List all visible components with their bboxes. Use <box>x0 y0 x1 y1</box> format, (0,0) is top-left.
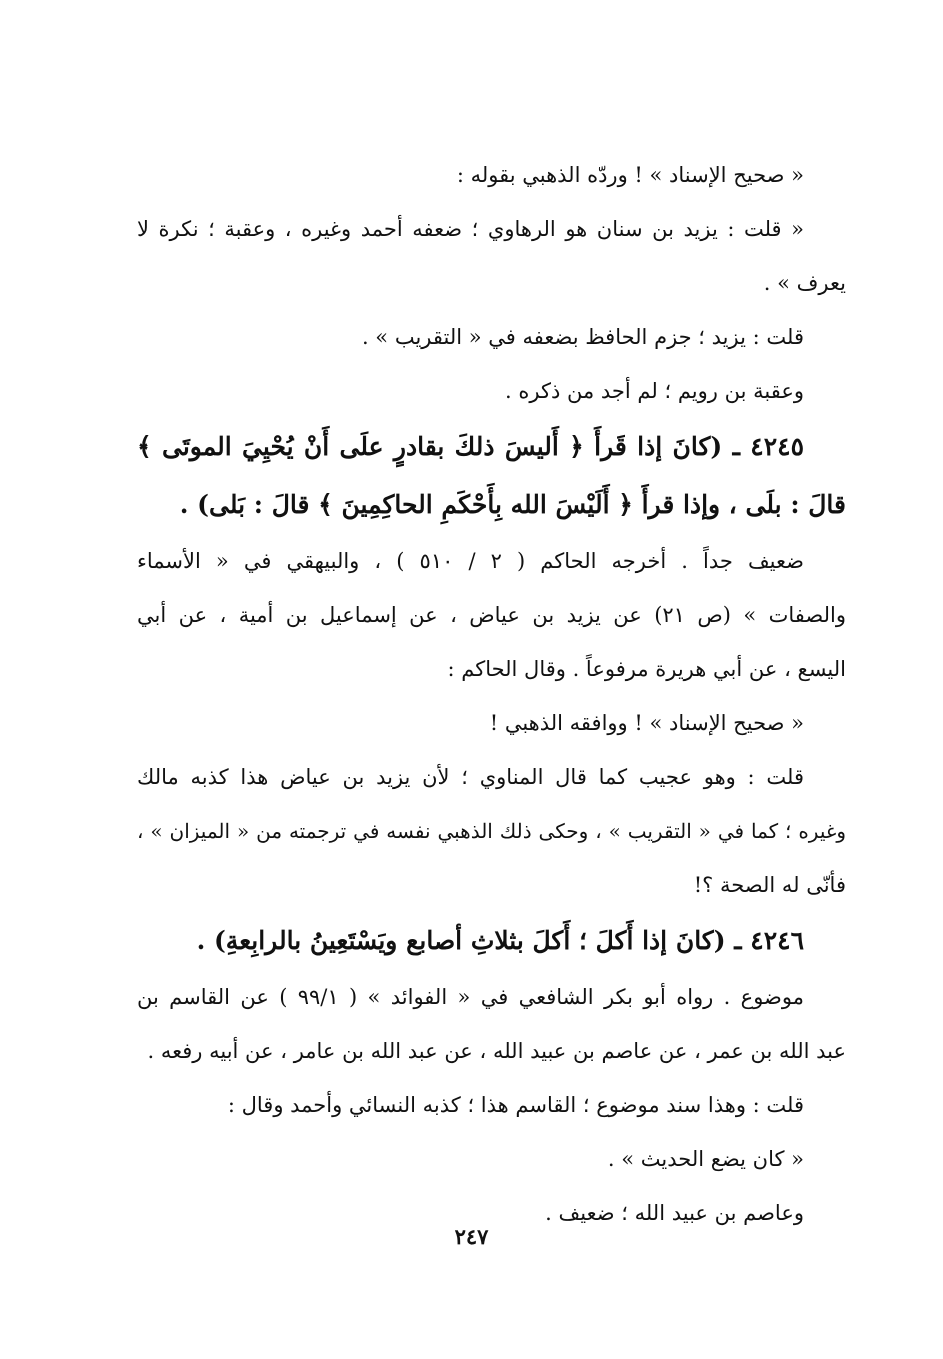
hadith-heading: ٤٢٤٥ ـ (كانَ إذا قَرأَ ﴿ أَليسَ ذلكَ بقادرٍ علَى أَنْ يُحْيِيَ الموتَى ﴾ <box>137 432 804 461</box>
text-line: قلت : يزيد ؛ جزم الحافظ بضعفه في « التقريب » . <box>361 325 804 349</box>
text-line: ضعيف جداً . أخرجه الحاكم ( ٢ / ٥١٠ ) ، والبيهقي في « الأسماء <box>137 549 804 573</box>
text-line: وغيره ؛ كما في « التقريب » ، وحكى ذلك الذهبي نفسه في ترجمته من « الميزان » ، <box>137 819 846 843</box>
page-number: ٢٤٧ <box>454 1224 489 1249</box>
text-line: « قلت : يزيد بن سنان هو الرهاوي ؛ ضعفه أحمد وغيره ، وعقبة ؛ نكرة لا <box>137 217 804 241</box>
text-line: وعاصم بن عبيد الله ؛ ضعيف . <box>545 1201 804 1225</box>
text-line: فأنّى له الصحة ؟! <box>693 873 846 897</box>
text-line: يعرف » . <box>763 271 846 295</box>
hadith-heading: ٤٢٤٦ ـ (كانَ إذا أَكلَ ؛ أَكلَ بثلاثِ أصابع ويَسْتَعِينُ بالرابِعةِ) . <box>196 926 804 955</box>
hadith-heading: قالَ : بلَى ، وإذا قرأَ ﴿ أَلَيْسَ الله بِأَحْكَمِ الحاكِمِينَ ﴾ قالَ : بَلى) . <box>179 490 846 519</box>
text-line: موضوع . رواه أبو بكر الشافعي في « الفوائد » ( ٩٩/١ ) عن القاسم بن <box>137 985 804 1009</box>
text-line: وعقبة بن رويم ؛ لم أجد من ذكره . <box>505 379 804 403</box>
text-line: عبد الله بن عمر ، عن عاصم بن عبيد الله ، عن عبد الله بن عامر ، عن أبيه رفعه . <box>147 1039 846 1063</box>
text-line: قلت : وهو عجيب كما قال المناوي ؛ لأن يزيد بن عياض هذا كذبه مالك <box>137 765 804 789</box>
text-line: اليسع ، عن أبي هريرة مرفوعاً . وقال الحاكم : <box>447 657 846 681</box>
text-line: « صحيح الإسناد » ! ووافقه الذهبي ! <box>489 711 804 735</box>
text-line: قلت : وهذا سند موضوع ؛ القاسم هذا ؛ كذبه النسائي وأحمد وقال : <box>227 1093 804 1117</box>
text-line: والصفات » (ص ٢١) عن يزيد بن عياض ، عن إسماعيل بن أمية ، عن أبي <box>137 603 846 627</box>
text-line: « كان يضع الحديث » . <box>607 1147 804 1171</box>
text-line: « صحيح الإسناد » ! وردّه الذهبي بقوله : <box>456 163 804 187</box>
